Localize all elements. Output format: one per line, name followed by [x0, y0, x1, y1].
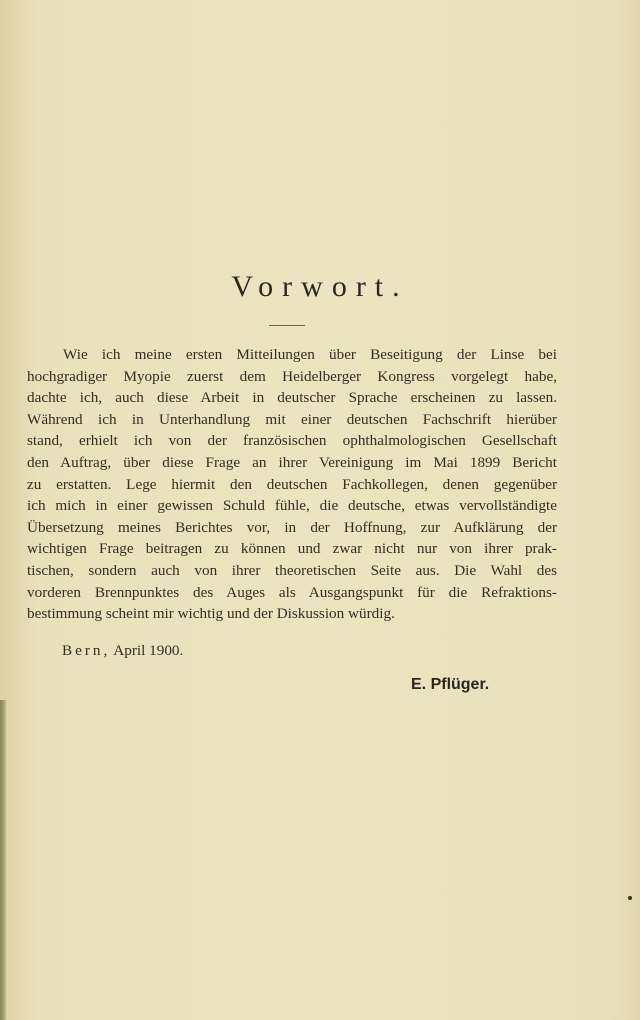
- text-line: bestimmung scheint mir wichtig und der Diskussion würdig.: [27, 605, 395, 623]
- place-and-date: [62, 642, 183, 660]
- text-line: tischen, sondern auch von ihrer theoretischen Seite aus. Die Wahl des: [27, 561, 557, 579]
- text-line: den Auftrag, über diese Frage an ihrer Vereinigung im Mai 1899 Bericht: [27, 453, 557, 471]
- place: Bern,: [62, 642, 111, 659]
- text-line: ich mich in einer gewissen Schuld fühle, die deutsche, etwas vervollständigte: [27, 497, 557, 515]
- preface-paragraph: [27, 344, 557, 625]
- ink-speck: [628, 896, 632, 900]
- text-line: zu erstatten. Lege hiermit den deutschen Fachkollegen, denen gegenüber: [27, 475, 557, 493]
- page-title: Vorwort.: [231, 270, 409, 303]
- text-line: stand, erhielt ich von der französischen ophthalmologischen Gesellschaft: [27, 432, 557, 450]
- text-line: hochgradiger Myopie zuerst dem Heidelberger Kongress vorgelegt habe,: [27, 367, 557, 385]
- text-line: dachte ich, auch diese Arbeit in deutscher Sprache erscheinen zu lassen.: [27, 389, 557, 407]
- text-line: wichtigen Frage beitragen zu können und zwar nicht nur von ihrer prak-: [27, 540, 557, 558]
- text-line: Wie ich meine ersten Mitteilungen über Beseitigung der Linse bei: [63, 346, 557, 363]
- text-line: Übersetzung meines Berichtes vor, in der Hoffnung, zur Aufklärung der: [27, 518, 557, 536]
- date: April 1900.: [113, 642, 184, 659]
- text-line: vorderen Brennpunktes des Auges als Ausgangspunkt für die Refraktions-: [27, 583, 557, 601]
- page-edge-shadow: [0, 700, 7, 1020]
- title-divider: [269, 325, 305, 326]
- text-line: Während ich in Unterhandlung mit einer deutschen Fachschrift hierüber: [27, 410, 557, 428]
- author-signature: E. Pflüger.: [411, 676, 490, 693]
